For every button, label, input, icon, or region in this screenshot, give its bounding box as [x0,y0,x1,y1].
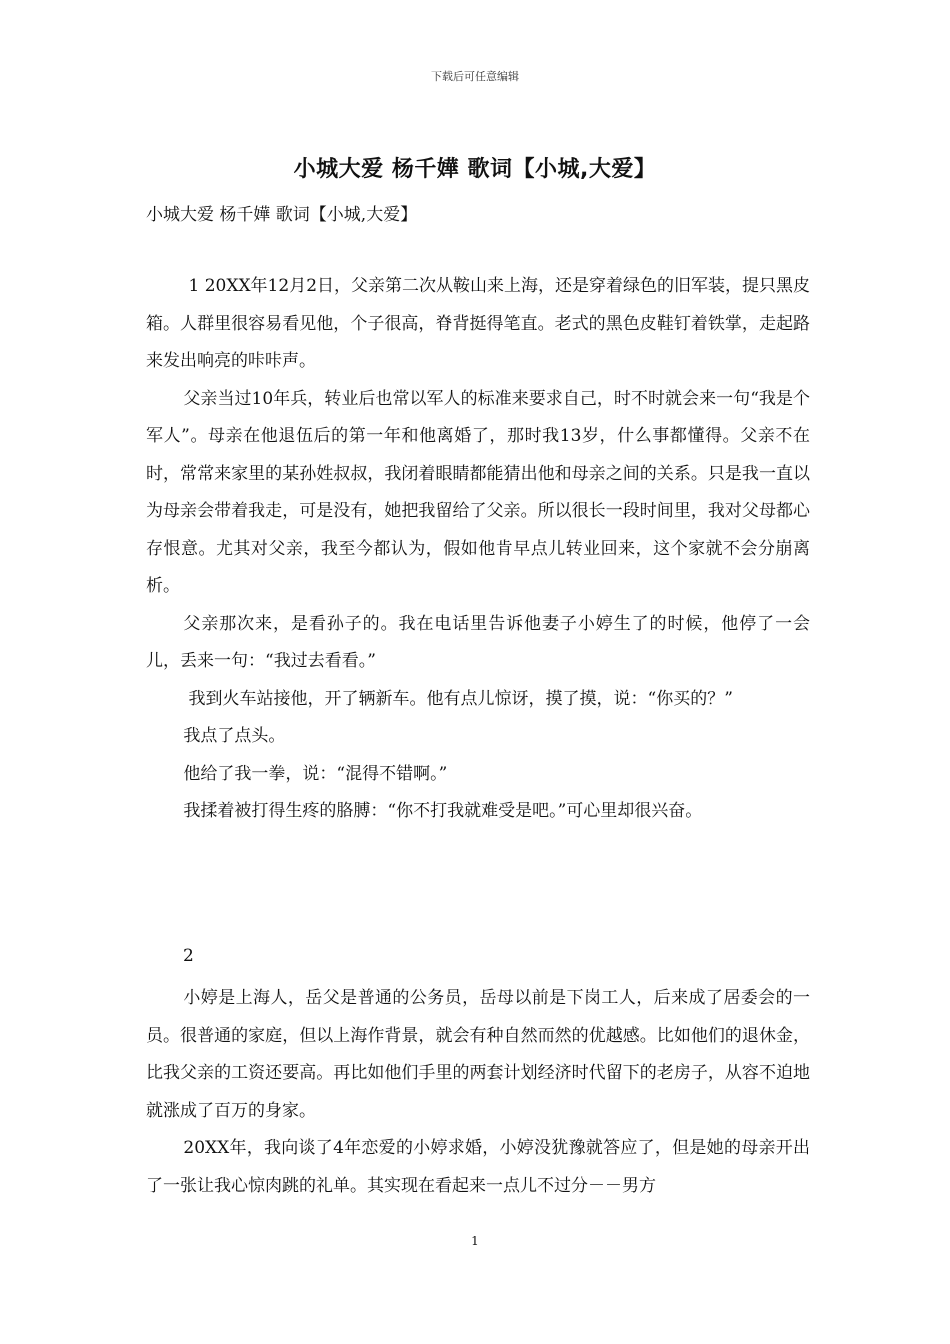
paragraph: 1 20XX年12月2日，父亲第二次从鞍山来上海，还是穿着绿色的旧军装，提只黑皮箱。人群里很容易看见他，个子很高，脊背挺得笔直。老式的黑色皮鞋钉着铁掌，走起路来发出响亮的咔咔声。 [146,276,811,371]
paragraph: 他给了我一拳，说：“混得不错啊。” [183,763,448,784]
paragraph: 父亲那次来，是看孙子的。我在电话里告诉他妻子小婷生了的时候，他停了一会儿，丢来一句：“我过去看看。” [146,613,810,671]
document-title: 小城大爱 杨千嬅 歌词【小城,大爱】 [293,157,657,182]
paragraph: 父亲当过10年兵，转业后也常以军人的标准来要求自己，时不时就会来一句“我是个军人”。母亲在他退伍后的第一年和他离婚了，那时我13岁，什么事都懂得。父亲不在时，常常来家里的某孙姓叔叔，我闭着眼睛都能猜出他和母亲之间的关系。只是我一直以为母亲会带着我走，可是没有，她把我留给了父亲。所以很长一段时间里，我对父母都心存恨意。尤其对父亲，我至今都认为，假如他肯早点儿转业回来，这个家就不会分崩离析。 [146,388,810,596]
paragraph: 我到火车站接他，开了辆新车。他有点儿惊讶，摸了摸，说：“你买的？” [188,688,733,709]
section-2-body [146,980,810,1205]
header-note: 下载后可任意编辑 [431,70,519,83]
page-number: 1 [471,1234,479,1248]
section-1-body [146,268,810,831]
paragraph: 我揉着被打得生疼的胳膊：“你不打我就难受是吧。”可心里却很兴奋。 [183,801,703,821]
paragraph: 小婷是上海人，岳父是普通的公务员，岳母以前是下岗工人，后来成了居委会的一员。很普通的家庭，但以上海作背景，就会有种自然而然的优越感。比如他们的退休金，比我父亲的工资还要高。再比如他们手里的两套计划经济时代留下的老房子，从容不迫地就涨成了百万的身家。 [146,988,810,1121]
paragraph: 我点了点头。 [183,726,286,746]
paragraph: 20XX年，我向谈了4年恋爱的小婷求婚，小婷没犹豫就答应了，但是她的母亲开出了一张让我心惊肉跳的礼单。其实现在看起来一点儿不过分－－男方 [146,1138,810,1196]
document-subtitle: 小城大爱 杨千嬅 歌词【小城,大爱】 [146,205,418,225]
section-number: 2 [183,946,194,966]
